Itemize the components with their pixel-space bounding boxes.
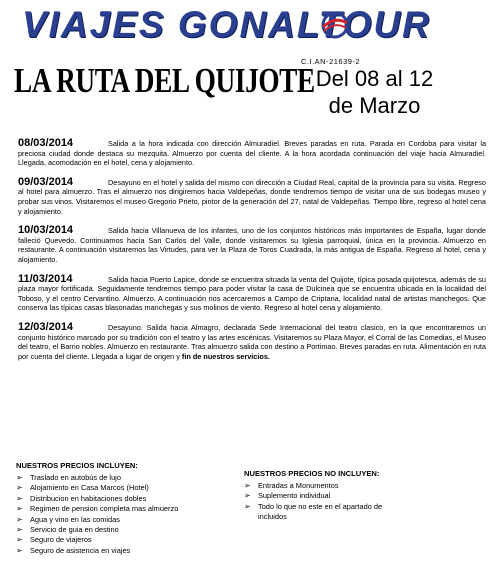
list-item: ➢ Seguro de viajeros (16, 535, 92, 545)
list-item: ➢ Distribucion en habitaciones dobles (16, 493, 147, 503)
day-description: Salida a la hora indicada con dirección Almuradiel. Breves paradas en ruta. Parada en Cordoba para visitar la preciosa ciudad donde destaca su mezquita. Almuerzo por cuenta del cliente. A la hora acordada continuación del viaje hacia Almuradiel. Llegada, acomodación en el hotel, cena y alojamiento. (18, 139, 486, 168)
brand-name: VIAJES GONALTOUR (22, 4, 431, 45)
list-item: ➢ Servicio de guia en destino (16, 525, 119, 535)
arrow-bullet-icon: ➢ (244, 501, 251, 511)
itinerary-day (18, 274, 486, 313)
arrow-bullet-icon: ➢ (244, 491, 251, 501)
day-date: 11/03/2014 (18, 272, 73, 285)
itinerary-day (18, 138, 486, 168)
list-item: ➢ Traslado en autobús de lujo (16, 473, 121, 482)
excluded-list (244, 469, 459, 523)
list-item: ➢ Alojamiento en Casa Marcos (Hotel) (16, 483, 149, 493)
arrow-bullet-icon: ➢ (16, 545, 23, 555)
day-date: 10/03/2014 (18, 224, 74, 237)
list-item: ➢ Suplemento individual (244, 491, 331, 501)
arrow-bullet-icon: ➢ (16, 473, 23, 482)
included-heading: NUESTROS PRECIOS INCLUYEN: (16, 461, 138, 470)
dates-line-2: de Marzo (328, 93, 421, 118)
day-description: Desayuno en el hotel y salida del mismo con dirección a Ciudad Real, capital de la provincia para su visita. Regreso al hotel para almuerzo. Tras el almuerzo nos dirigiremos hacia Valdepeñas, donde tendremos tiempo de visitar una de sus bodegas museo y probar sus vinos. Visitaremos el museo Gregorio Prieto, pintor de la generación del 27, natal de Valdepeñas. Tiempo libre, regreso al hotel cena y alojamiento. (18, 177, 486, 216)
arrow-bullet-icon: ➢ (16, 483, 23, 493)
itinerary-day (18, 322, 486, 361)
itinerary-day (18, 177, 486, 216)
arrow-bullet-icon: ➢ (244, 481, 251, 490)
brand-logo (22, 4, 482, 52)
day-date: 08/03/2014 (18, 137, 74, 149)
list-item: ➢ Entradas a Monumentos (244, 481, 339, 490)
tour-dates (267, 65, 482, 119)
tour-title: LA RUTA DEL QUIJOTE (14, 61, 315, 100)
arrow-bullet-icon: ➢ (16, 493, 23, 503)
itinerary (18, 138, 486, 370)
arrow-bullet-icon: ➢ (16, 514, 23, 524)
arrow-bullet-icon: ➢ (16, 504, 23, 514)
day-description: Salida hacia Villanueva de los infantes, uno de los conjuntos históricos más importantes de España, lugar donde falleció Quevedo. Continuamos hacia San Carlos del Valle, donde visitaremos su Iglesia parroquial, única en la provincia. Almuerzo en restaurante. A continuación visitaremos las Virtudes, para ver la Plaza de Toros Cuadrada, la más antigua de España. Regreso al hotel, cena y alojamiento. (18, 226, 486, 264)
globe-swoosh-icon (320, 10, 350, 40)
list-item: ➢ Regimen de pension completa mas almuerzo (16, 504, 179, 514)
arrow-bullet-icon: ➢ (16, 535, 23, 545)
day-description: Salida hacia Puerto Lapice, donde se encuentra situada la venta del Quijote, típica posada quijotesca, además de su plaza mayor fortificada. Seguidamente tendremos tiempo para poder visitar la casa de Dulcinea que se encuentra ubicada en la localidad del Toboso, y el centro Cervantino. Almuerzo. A continuación nos acercaremos a Campo de Criptana, localidad natal de artistas manchegos. Que conserva las típicas casas blasonadas manchegas y sus molinos de viento. Regreso al hotel cena y alojamiento. (18, 274, 486, 313)
itinerary-day (18, 225, 486, 264)
list-item: ➢ Seguro de asistencia en viajes (16, 545, 131, 555)
arrow-bullet-icon: ➢ (16, 525, 23, 535)
dates-line-1: Del 08 al 12 (315, 66, 434, 91)
day-date: 09/03/2014 (18, 175, 74, 188)
list-item: ➢ Todo lo que no este en el apartado de incluidos (244, 501, 383, 522)
list-item: ➢ Agua y vino en las comidas (16, 514, 120, 524)
day-date: 12/03/2014 (18, 320, 74, 333)
day-description: Desayuno. Salida hacia Almagro, declarada Sede Internacional del teatro clasico, en la que encontraremos un conjunto histórico marcado por su tradición con el teatro y las artes escénicas. Visitaremos su Plaza Mayor, el Corral de las Comedias, el Museo del teatro, el Barrio nobles. Almuerzo en restaurante. Tras almuerzo salida con destino a Portimao. Breves paradas en ruta. Alimentación en ruta por cuenta del cliente. Llegada a lugar de origen y (18, 322, 486, 361)
included-list (16, 461, 236, 556)
excluded-heading: NUESTROS PRECIOS NO INCLUYEN: (244, 469, 380, 478)
license-code: C.I.AN-21639-2 (301, 57, 361, 66)
day-description-bold: fin de nuestros servicios. (181, 351, 270, 361)
